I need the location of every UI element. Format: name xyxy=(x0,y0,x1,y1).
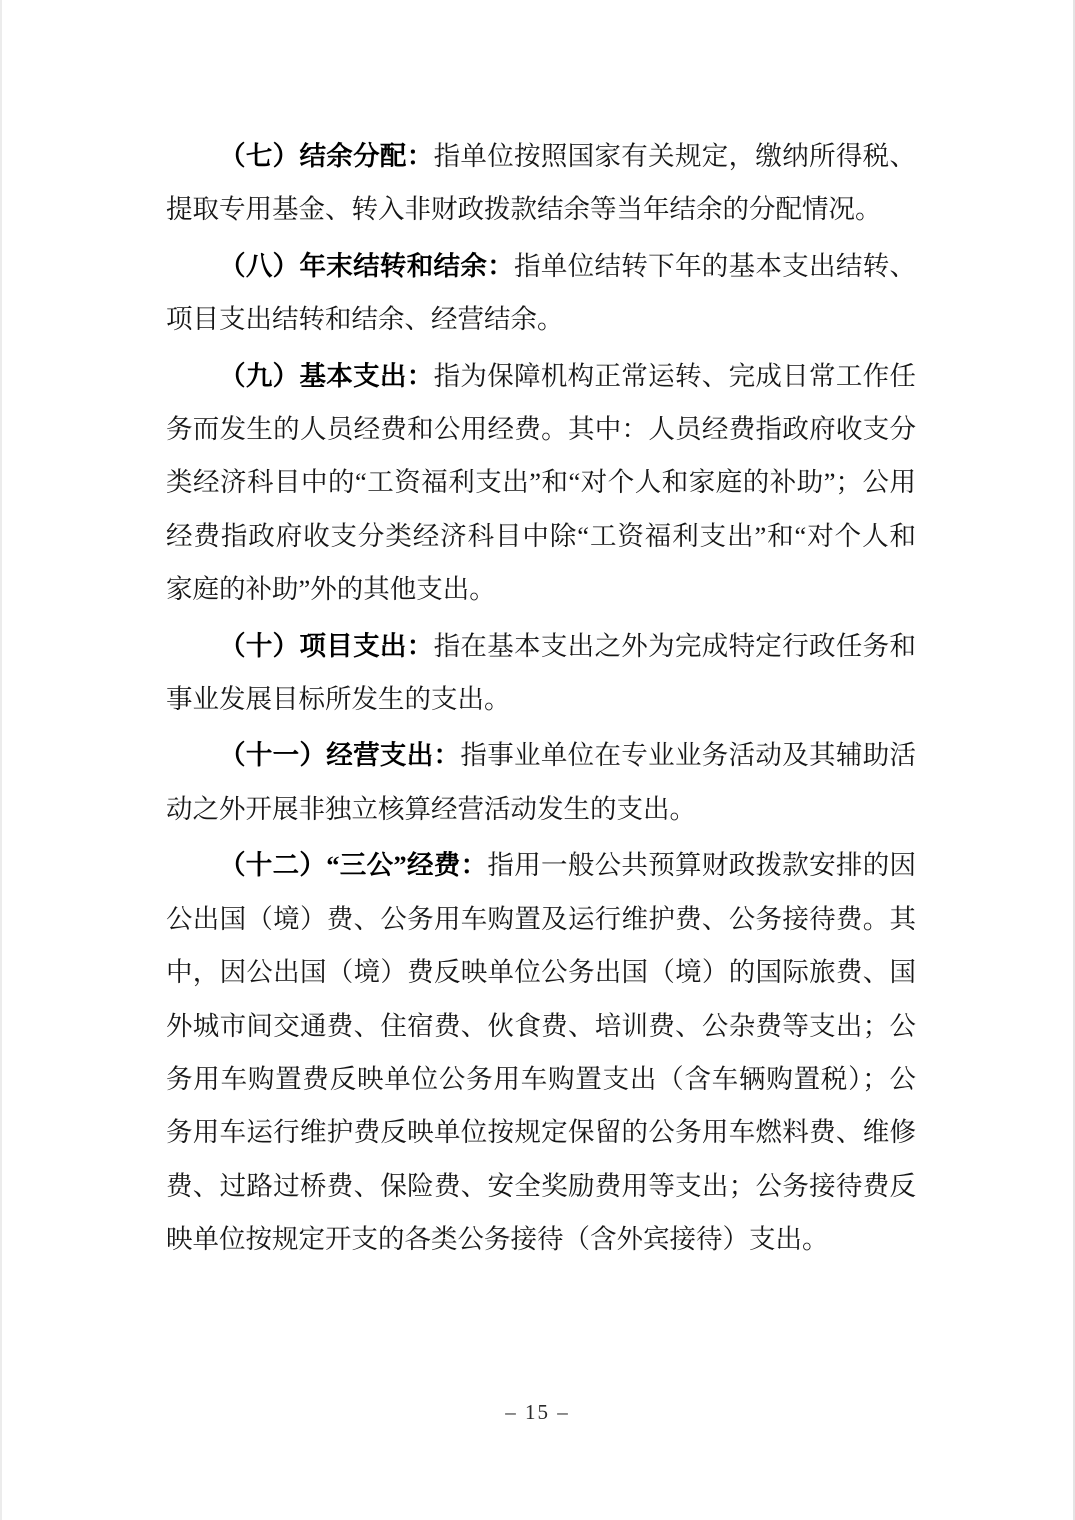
term-definition: 指事业单位在专业业务活动及其辅助活动之外开展非独立核算经营活动发生的支出。 xyxy=(166,740,917,824)
term-label: （十一）经营支出： xyxy=(219,740,461,771)
paragraph-12-three-public-funds xyxy=(166,839,916,1266)
term-label: （九）基本支出： xyxy=(219,360,434,391)
term-definition: 指在基本支出之外为完成特定行政任务和事业发展目标所发生的支出。 xyxy=(166,630,917,715)
paragraph-09-basic-expenditure xyxy=(166,350,916,617)
paragraph-10-project-expenditure xyxy=(166,620,916,727)
term-label: （七）结余分配： xyxy=(219,141,434,171)
term-definition: 指用一般公共预算财政拨款安排的因公出国（境）费、公务用车购置及运行维护费、公务接待费。其中，因公出国（境）费反映单位公务出国（境）的国际旅费、国外城市间交通费、住宿费、伙食费、培训费、公杂费等支出；公务用车购置费反映单位公务用车购置支出（含车辆购置税）；公务用车运行维护费反映单位按规定保留的公务用车燃料费、维修费、过路过桥费、保险费、安全奖励费用等支出；公务接待费反映单位按规定开支的各类公务接待（含外宾接待）支出。 xyxy=(166,850,917,1255)
term-label: （八）年末结转和结余： xyxy=(219,250,515,281)
term-label: （十）项目支出： xyxy=(219,630,434,661)
term-definition: 指单位按照国家有关规定，缴纳所得税、提取专用基金、转入非财政拨款结余等当年结余的分配情况。 xyxy=(166,141,917,225)
paragraph-11-operating-expenditure xyxy=(166,729,916,836)
paragraph-07-surplus-distribution xyxy=(166,130,916,237)
paragraph-08-yearend-carryover xyxy=(166,240,916,347)
term-definition: 指为保障机构正常运转、完成日常工作任务而发生的人员经费和公用经费。其中：人员经费指政府收支分类经济科目中的“工资福利支出”和“对个人和家庭的补助”；公用经费指政府收支分类经济科目中除“工资福利支出”和“对个人和家庭的补助”外的其他支出。 xyxy=(166,360,917,605)
term-label: （十二）“三公”经费： xyxy=(219,850,488,881)
page-number: – 15 – xyxy=(505,1400,570,1424)
document-body xyxy=(166,130,916,1267)
term-definition: 指单位结转下年的基本支出结转、项目支出结转和结余、经营结余。 xyxy=(166,250,917,335)
